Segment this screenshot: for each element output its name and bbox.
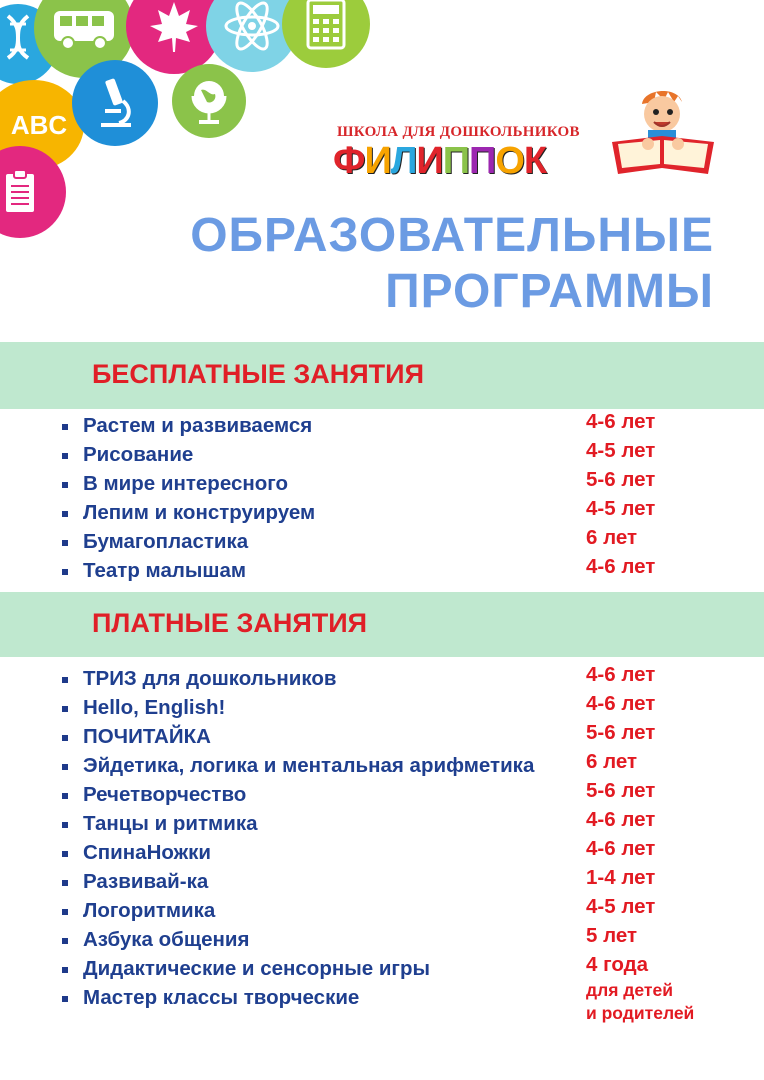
bullet-icon (62, 851, 68, 857)
logo-subtitle: ШКОЛА ДЛЯ ДОШКОЛЬНИКОВ (337, 124, 580, 140)
logo-letter: П (442, 140, 470, 182)
bullet-icon (62, 540, 68, 546)
program-age: 6 лет (586, 750, 638, 773)
program-age: 4-6 лет (586, 837, 656, 860)
program-name: Развивай-ка (83, 870, 209, 893)
bullet-icon (62, 938, 68, 944)
program-age: 4-6 лет (586, 410, 656, 433)
program-age: 4-6 лет (586, 692, 656, 715)
bullet-icon (62, 482, 68, 488)
program-age: 5-6 лет (586, 721, 656, 744)
program-age-line2: и родителей (586, 1003, 695, 1023)
bullet-icon (62, 880, 68, 886)
program-age: 4-6 лет (586, 808, 656, 831)
globe-icon (172, 64, 246, 138)
bullet-icon (62, 453, 68, 459)
bullet-icon (62, 677, 68, 683)
program-age: 5-6 лет (586, 468, 656, 491)
abc-label: ABC (10, 109, 68, 140)
program-name: Танцы и ритмика (83, 812, 258, 835)
program-name: Логоритмика (83, 899, 216, 922)
logo-letter: И (364, 140, 391, 182)
program-age: 4-5 лет (586, 895, 656, 918)
program-name: Лепим и конструируем (83, 501, 316, 524)
program-name: Растем и развиваемся (83, 414, 313, 437)
list-item (62, 555, 722, 588)
bullet-icon (62, 967, 68, 973)
page-title-line2: ПРОГРАММЫ (385, 265, 714, 318)
program-age: 4 года (586, 953, 649, 976)
bullet-icon (62, 735, 68, 741)
program-age: 1-4 лет (586, 866, 656, 889)
program-name: Речетворчество (83, 783, 247, 806)
program-age: 4-5 лет (586, 497, 656, 520)
page-title-line1: ОБРАЗОВАТЕЛЬНЫЕ (190, 209, 714, 262)
program-name: Бумагопластика (83, 530, 249, 553)
microscope-icon (72, 60, 158, 146)
bullet-icon (62, 996, 68, 1002)
program-age: 6 лет (586, 526, 638, 549)
bullet-icon (62, 764, 68, 770)
bullet-icon (62, 793, 68, 799)
bullet-icon (62, 569, 68, 575)
bullet-icon (62, 424, 68, 430)
program-name: Рисование (83, 443, 194, 466)
program-name: Hello, English! (83, 696, 226, 719)
logo-letter: Ф (333, 140, 365, 182)
logo-letter: Л (390, 140, 417, 182)
logo-letter: И (416, 140, 443, 182)
logo-letter: К (523, 140, 547, 182)
bullet-icon (62, 822, 68, 828)
program-age: 5-6 лет (586, 779, 656, 802)
free-section-title: БЕСПЛАТНЫЕ ЗАНЯТИЯ (92, 359, 424, 389)
program-name: Азбука общения (83, 928, 250, 951)
program-name: Дидактические и сенсорные игры (83, 957, 430, 980)
program-age: 4-5 лет (586, 439, 656, 462)
program-age-line1: для детей (586, 980, 673, 1000)
boy-with-book-icon (608, 84, 718, 180)
logo-letter: П (469, 140, 496, 182)
bullet-icon (62, 706, 68, 712)
program-name: СпинаНожки (83, 841, 212, 864)
program-age (586, 979, 694, 1025)
logo-name (333, 140, 546, 182)
bullet-icon (62, 909, 68, 915)
program-age: 4-6 лет (586, 663, 656, 686)
paid-section-title: ПЛАТНЫЕ ЗАНЯТИЯ (92, 608, 368, 638)
program-name: В мире интересного (83, 472, 289, 495)
program-name: Мастер классы творческие (83, 986, 360, 1009)
program-name: ТРИЗ для дошкольников (83, 667, 337, 690)
program-age: 5 лет (586, 924, 638, 947)
calculator-icon (282, 0, 370, 68)
program-name: ПОЧИТАЙКА (83, 725, 211, 748)
program-age: 4-6 лет (586, 555, 656, 578)
bullet-icon (62, 511, 68, 517)
logo-letter: О (495, 140, 524, 182)
list-item (62, 980, 722, 1023)
program-name: Театр малышам (83, 559, 247, 582)
program-name: Эйдетика, логика и ментальная арифметика (83, 754, 535, 777)
